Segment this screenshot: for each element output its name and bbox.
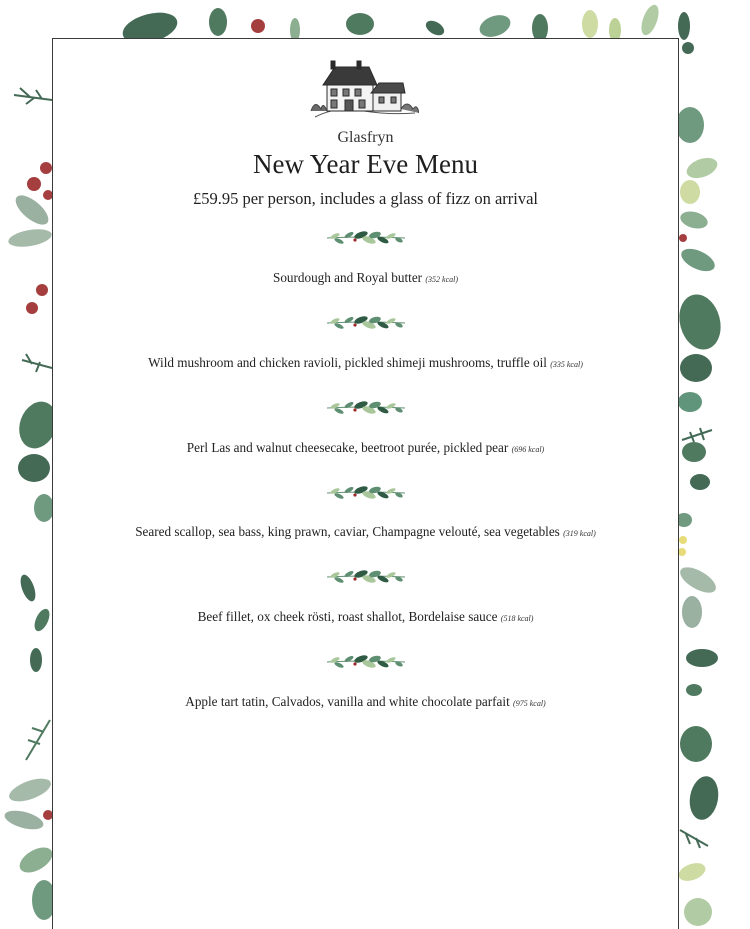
menu-course xyxy=(53,440,678,456)
dish-kcal: (352 kcal) xyxy=(425,275,459,284)
venue-name: Glasfryn xyxy=(337,129,394,146)
menu-course xyxy=(53,524,678,540)
leaf-sprig-icon xyxy=(325,399,407,417)
dish-name: Apple tart tatin, Calvados, vanilla and white chocolate parfait xyxy=(185,694,510,709)
menu-sheet xyxy=(52,38,679,929)
leaf-sprig-icon xyxy=(325,484,407,502)
dish-name: Seared scallop, sea bass, king prawn, caviar, Champagne velouté, sea vegetables xyxy=(135,524,560,539)
dish-kcal: (335 kcal) xyxy=(550,360,583,369)
dish-name: Sourdough and Royal butter xyxy=(272,270,423,285)
dish-name: Perl Las and walnut cheesecake, beetroot purée, pickled pear xyxy=(186,440,509,455)
dish-name: Beef fillet, ox cheek rösti, roast shallot, Bordelaise sauce xyxy=(197,609,498,624)
price-line: £59.95 per person, includes a glass of fizz on arrival xyxy=(192,189,539,208)
menu-course xyxy=(53,270,678,286)
dish-name: Wild mushroom and chicken ravioli, pickled shimeji mushrooms, truffle oil xyxy=(148,355,547,370)
dish-kcal: (975 kcal) xyxy=(513,699,546,708)
house-sketch-icon xyxy=(309,59,419,121)
dish-kcal: (696 kcal) xyxy=(511,445,545,454)
dish-kcal: (319 kcal) xyxy=(563,529,596,538)
page-title: New Year Eve Menu xyxy=(253,149,478,179)
menu-course xyxy=(53,355,678,371)
leaf-sprig-icon xyxy=(325,314,407,332)
dish-kcal: (518 kcal) xyxy=(500,614,534,623)
leaf-sprig-icon xyxy=(325,653,407,671)
menu-course xyxy=(53,609,678,625)
leaf-sprig-icon xyxy=(325,568,407,586)
menu-course xyxy=(53,694,678,710)
leaf-sprig-icon xyxy=(325,229,407,247)
